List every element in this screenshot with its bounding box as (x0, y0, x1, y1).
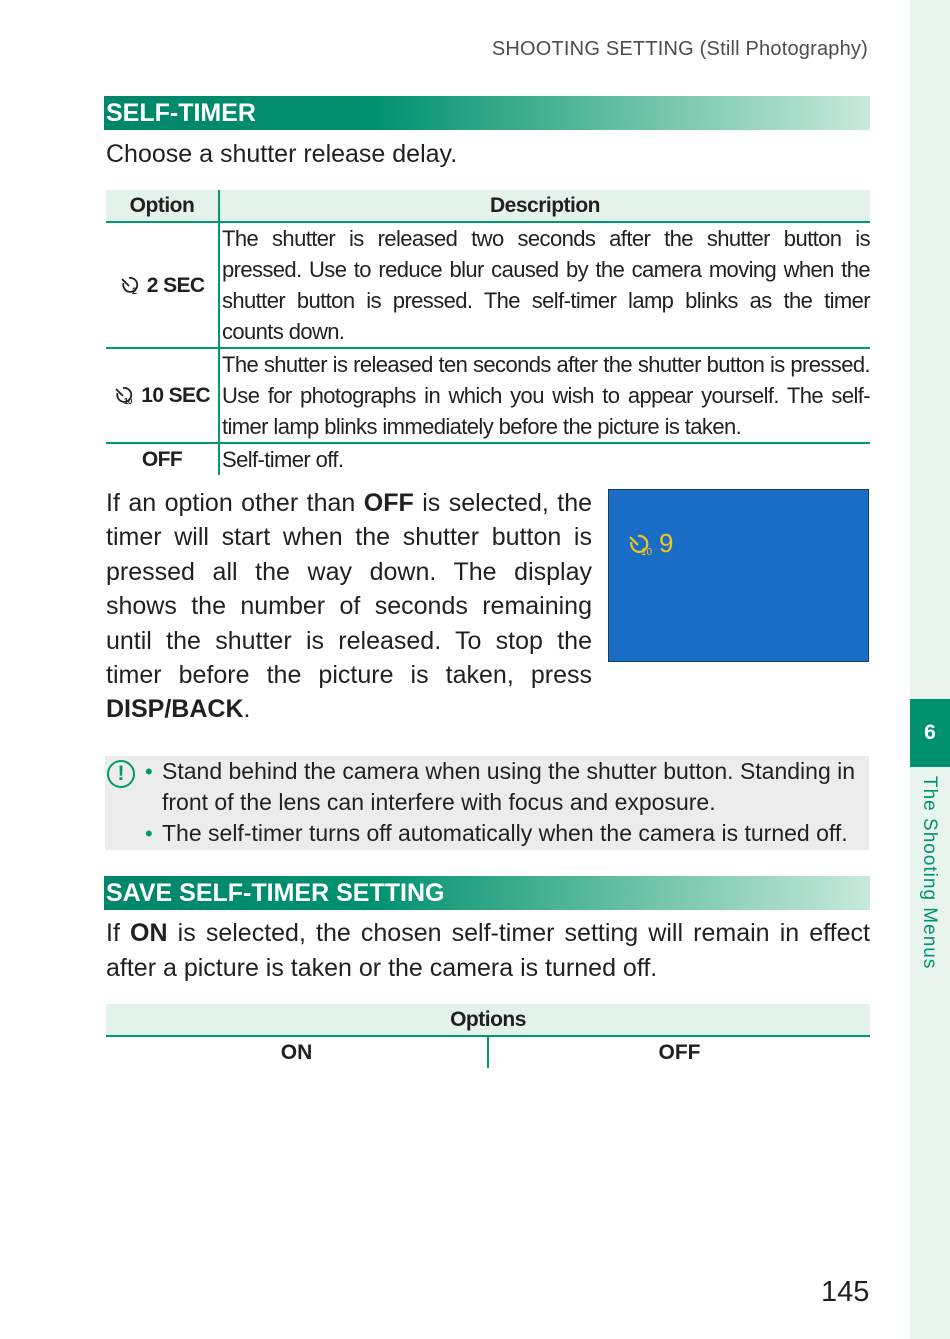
disp-back-key: DISP/BACK (106, 695, 244, 724)
caution-icon: ! (107, 760, 135, 788)
list-item: • The self-timer turns off automatically when the camera is turned off. (145, 818, 865, 849)
section-heading-save-self-timer: SAVE SELF-TIMER SETTING (104, 876, 870, 910)
svg-text:10: 10 (641, 546, 653, 556)
self-timer-option-table (106, 190, 870, 475)
table-row (106, 443, 870, 475)
option-label: OFF (106, 443, 219, 475)
self-timer-intro: Choose a shutter release delay. (106, 140, 458, 168)
chapter-side-tab (910, 0, 950, 1339)
option-label: 2 SEC (146, 273, 205, 297)
running-header: SHOOTING SETTING (Still Photography) (491, 38, 868, 60)
self-timer-explanation: If an option other than OFF is selected, the timer will start when the shutter button is pressed all the way down. The display shows the number of seconds remaining until the shutter is released. To stop the timer before the picture is taken, press DISP/BACK. (106, 489, 592, 724)
section-heading-self-timer: SELF-TIMER (104, 96, 870, 130)
save-setting-options-table (106, 1004, 870, 1068)
options-header: Options (106, 1004, 870, 1037)
option-label: 10 SEC (141, 384, 211, 407)
chapter-label: The Shooting Menus (919, 776, 940, 970)
option-description: Self-timer off. (222, 447, 344, 472)
countdown-value: 9 (659, 528, 674, 558)
on-keyword: ON (130, 919, 168, 947)
option-off: OFF (487, 1037, 870, 1068)
chapter-number: 6 (910, 699, 950, 767)
off-keyword: OFF (363, 489, 414, 517)
list-item: • Stand behind the camera when using the shutter button. Standing in front of the lens can interfere with focus and exposure. (145, 756, 865, 818)
option-column-header: Option (106, 190, 219, 222)
save-setting-text: If ON is selected, the chosen self-timer setting will remain in effect after a picture is taken or the camera is turned off. (106, 919, 870, 982)
table-row (106, 222, 870, 348)
self-timer-10-icon (114, 385, 136, 405)
caution-note (105, 756, 869, 850)
svg-text:2: 2 (131, 285, 136, 295)
camera-display-illustration (608, 489, 869, 662)
page-number: 145 (821, 1276, 870, 1308)
self-timer-2-icon (120, 275, 142, 295)
option-on: ON (280, 1041, 313, 1064)
description-column-header: Description (219, 190, 870, 222)
table-row (106, 348, 870, 443)
option-description: The shutter is released ten seconds after the shutter button is pressed. Use for photographs in which you wish to appear yourself. The self-timer lamp blinks immediately before the picture is taken. (219, 348, 870, 443)
self-timer-10-icon (627, 532, 657, 556)
svg-text:10: 10 (123, 397, 132, 405)
option-description: The shutter is released two seconds after the shutter button is pressed. Use to reduce blur caused by the camera moving when the shutter button is pressed. The self-timer lamp blinks as the timer counts down. (219, 222, 870, 348)
